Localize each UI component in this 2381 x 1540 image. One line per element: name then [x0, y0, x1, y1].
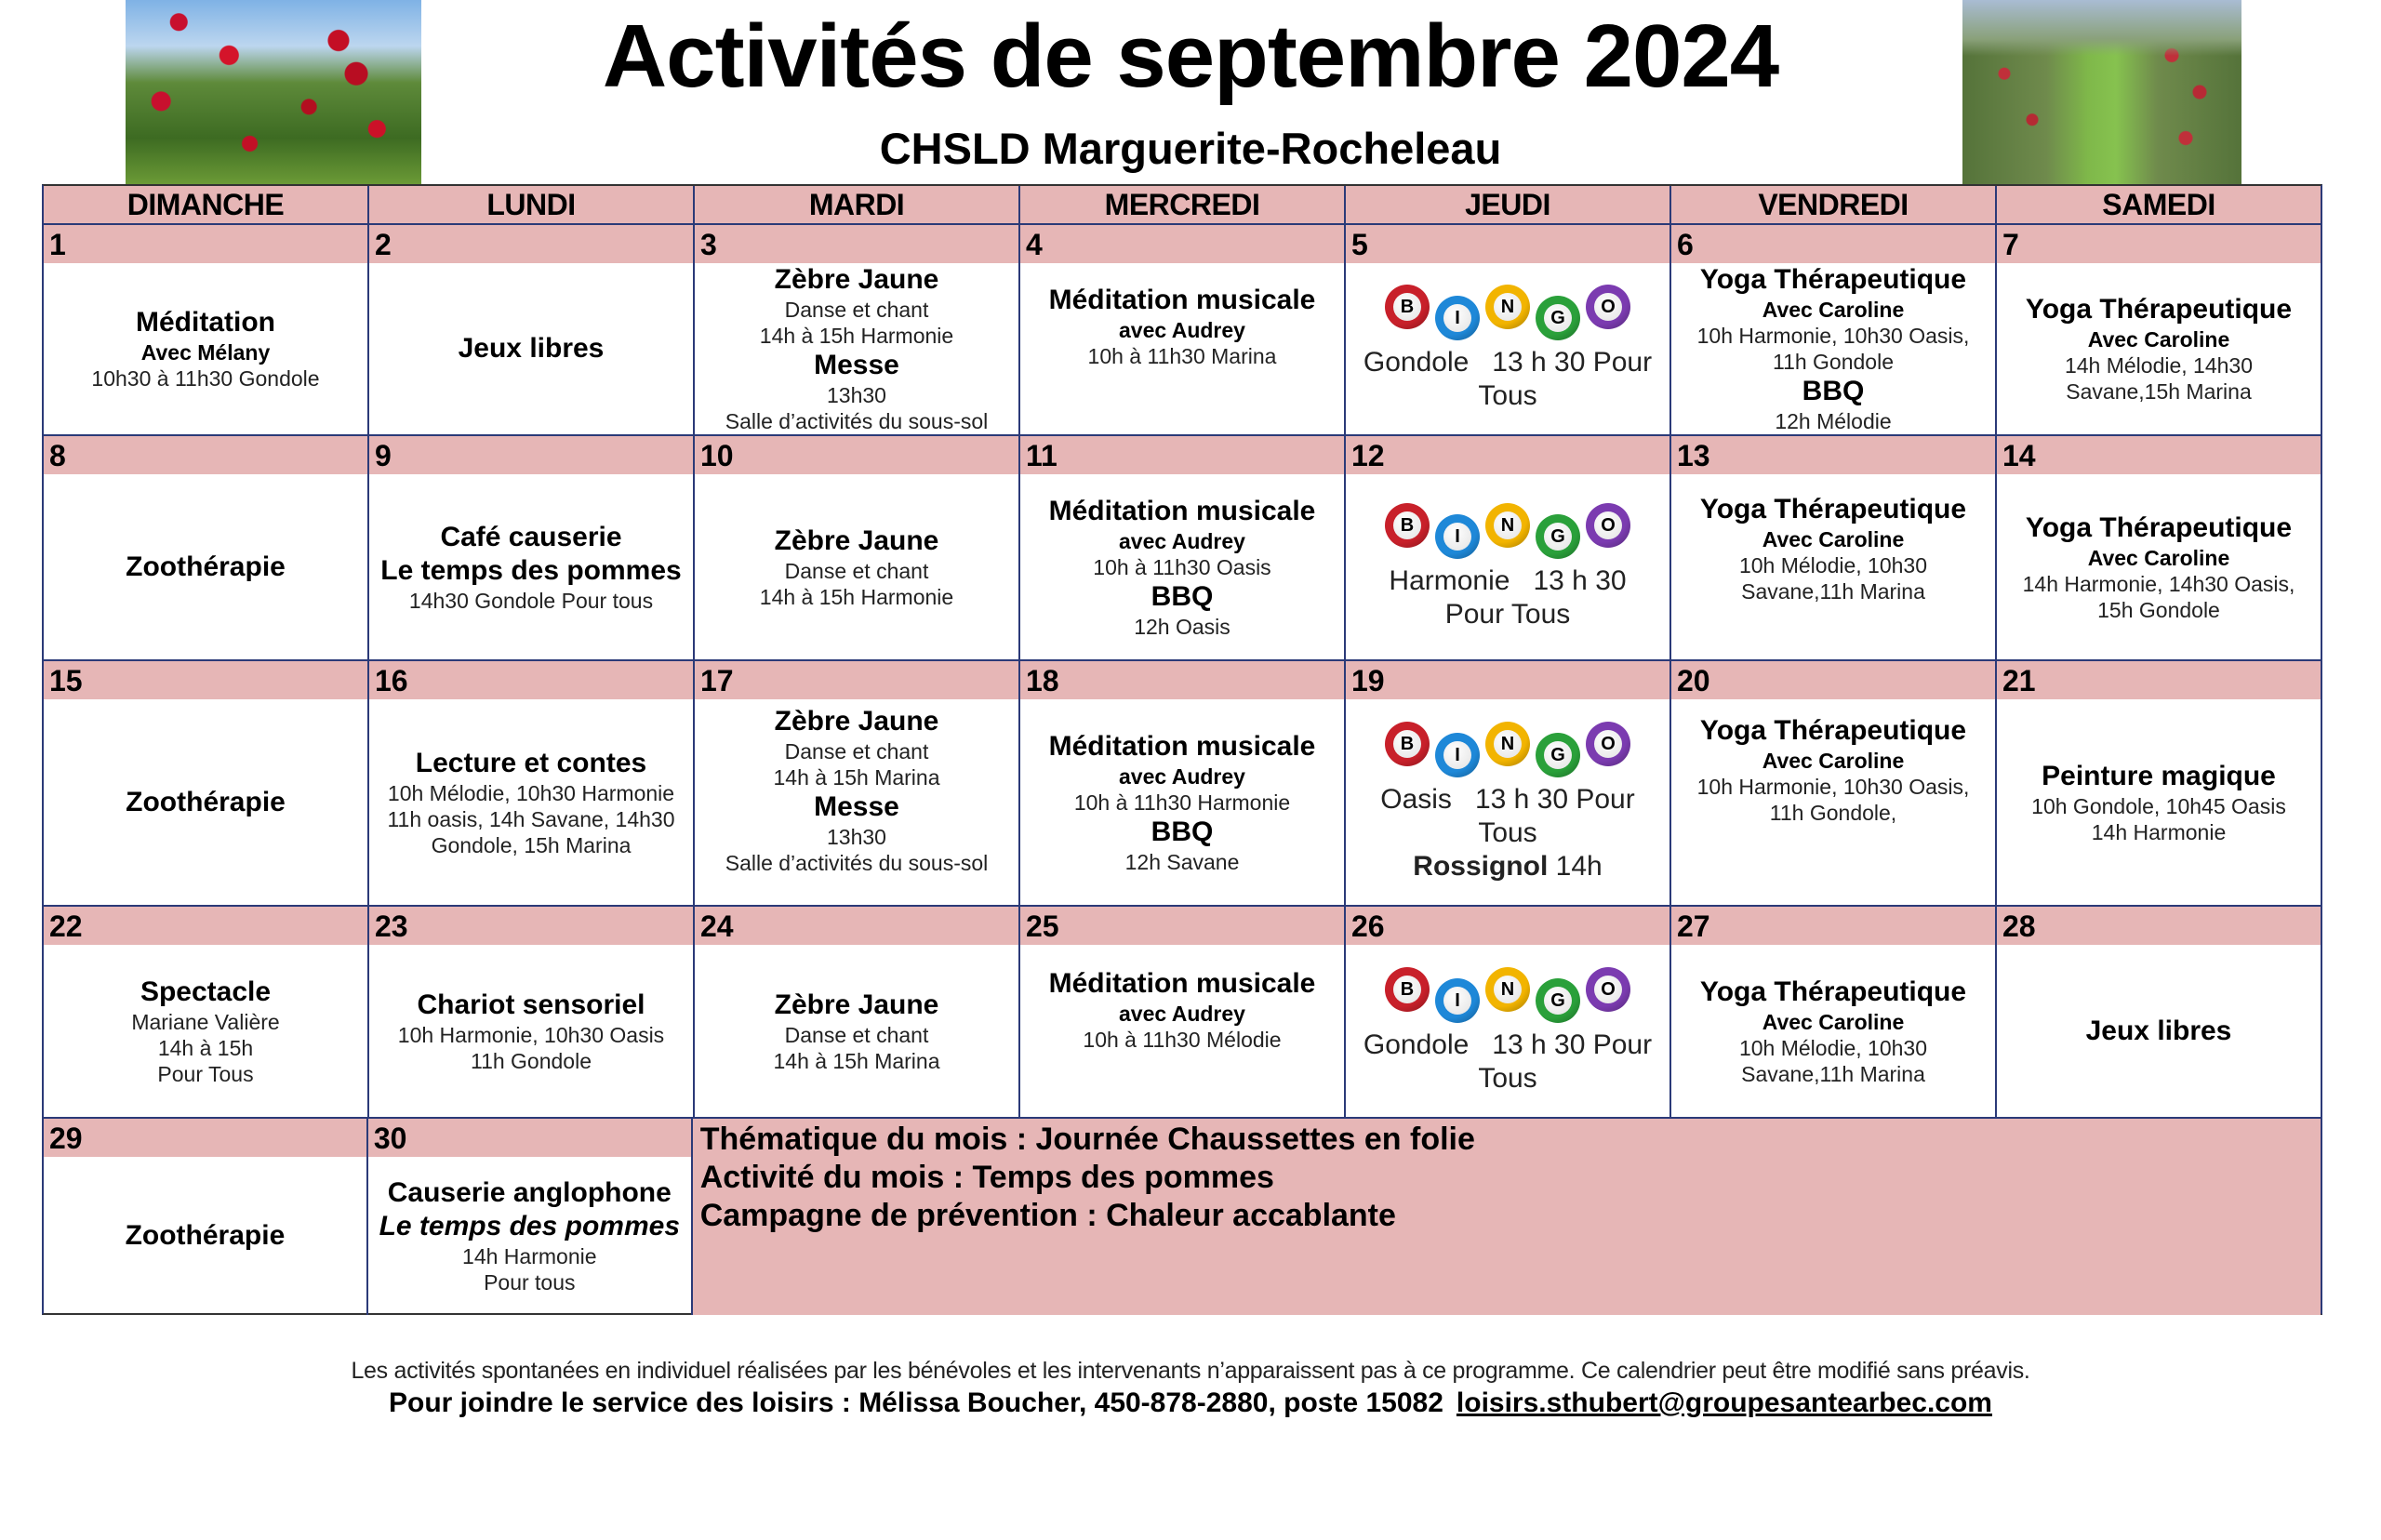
activity-title: Messe	[814, 791, 899, 822]
weekday-sunday: DIMANCHE	[44, 186, 369, 223]
day-cell	[1346, 661, 1671, 905]
activity-title: Yoga Thérapeutique	[1699, 715, 1967, 746]
activity-title: Peinture magique	[2042, 760, 2276, 791]
day-cell	[695, 907, 1020, 1117]
activity-detail: 10h Mélodie, 10h30	[1738, 1035, 1928, 1060]
day-cell	[44, 436, 369, 659]
bingo-ball-b	[1385, 722, 1430, 766]
week-row	[44, 661, 2321, 907]
day-number: 28	[1997, 907, 2321, 945]
activity-detail: 10h à 11h30 Mélodie	[1083, 1028, 1282, 1052]
activity-subtitle: Le temps des pommes	[379, 1211, 680, 1241]
activity-title: Yoga Thérapeutique	[1699, 976, 1967, 1007]
activity-detail: Salle d’activités du sous-sol	[725, 851, 989, 875]
day-number: 30	[368, 1119, 691, 1157]
bingo-ball-g	[1536, 733, 1580, 777]
day-content	[1997, 263, 2321, 434]
bingo-ball-b	[1385, 503, 1430, 548]
bingo-ball-b	[1385, 285, 1430, 329]
week-row	[44, 436, 2321, 661]
activity-detail: 10h Gondole, 10h45 Oasis	[2031, 793, 2286, 818]
activity-title: Méditation musicale	[1048, 285, 1316, 315]
day-content	[44, 1157, 366, 1315]
day-content	[369, 263, 693, 434]
day-cell	[1997, 907, 2321, 1117]
activity-title: Causerie anglophone	[387, 1177, 672, 1208]
weekday-tuesday: MARDI	[695, 186, 1020, 223]
activity-host: avec Audrey	[1119, 528, 1245, 553]
activity-detail: 12h Oasis	[1134, 614, 1230, 639]
day-cell	[369, 661, 695, 905]
day-content	[44, 945, 367, 1117]
activity-detail: Salle d’activités du sous-sol	[725, 409, 989, 433]
bingo-ball-i	[1435, 296, 1480, 340]
activity-detail: Danse et chant	[784, 558, 929, 583]
bingo-ball-b	[1385, 967, 1430, 1012]
bingo-ball-g	[1536, 296, 1580, 340]
activity-detail: 10h à 11h30 Oasis	[1093, 554, 1271, 579]
day-cell	[1020, 225, 1346, 434]
day-cell	[1346, 436, 1671, 659]
activity-host: Avec Caroline	[1762, 527, 1905, 551]
bingo-ball-letter: G	[1544, 304, 1572, 332]
bingo-logo	[1382, 285, 1633, 342]
bingo-ball-o	[1586, 285, 1630, 329]
day-content	[1020, 263, 1344, 434]
day-content	[1020, 699, 1344, 905]
day-number: 10	[695, 436, 1018, 474]
day-cell	[695, 225, 1020, 434]
activity-title: Chariot sensoriel	[417, 989, 645, 1020]
bingo-ball-o	[1586, 967, 1630, 1012]
bingo-ball-letter: O	[1594, 730, 1622, 758]
week-row	[44, 907, 2321, 1119]
day-content	[695, 699, 1018, 905]
activity-detail: 11h Gondole	[1772, 350, 1894, 374]
bingo-ball-letter: G	[1544, 523, 1572, 551]
bingo-ball-letter: N	[1494, 511, 1522, 539]
week-row	[44, 1119, 2321, 1315]
activity-detail: Tous	[1478, 1062, 1537, 1094]
activity-detail: Pour tous	[484, 1270, 576, 1294]
day-number: 5	[1346, 225, 1669, 263]
activity-host: Avec Caroline	[1762, 298, 1905, 322]
day-number: 12	[1346, 436, 1669, 474]
activity-detail: Harmonie 13 h 30	[1389, 564, 1627, 596]
bingo-ball-n	[1485, 503, 1530, 548]
day-cell	[369, 907, 695, 1117]
day-number: 29	[44, 1119, 366, 1157]
activity-title: Yoga Thérapeutique	[2025, 294, 2293, 325]
note-activity: Activité du mois : Temps des pommes	[699, 1160, 1274, 1195]
day-content	[368, 1157, 691, 1315]
day-number: 7	[1997, 225, 2321, 263]
day-content	[695, 474, 1018, 659]
activity-title: Zèbre Jaune	[774, 264, 939, 295]
day-number: 21	[1997, 661, 2321, 699]
day-number: 16	[369, 661, 693, 699]
day-cell	[44, 907, 369, 1117]
weekday-friday: VENDREDI	[1671, 186, 1997, 223]
weekday-saturday: SAMEDI	[2102, 188, 2215, 221]
bingo-ball-o	[1586, 722, 1630, 766]
note-theme: Thématique du mois : Journée Chaussettes en folie	[699, 1122, 1475, 1157]
day-number: 9	[369, 436, 693, 474]
activity-detail: Danse et chant	[784, 1022, 929, 1047]
bingo-logo	[1382, 967, 1633, 1025]
bingo-ball-i	[1435, 733, 1480, 777]
day-number: 18	[1020, 661, 1344, 699]
activity-detail	[1413, 850, 1602, 883]
note-prevention: Campagne de prévention : Chaleur accablante	[699, 1198, 1396, 1233]
day-cell	[1020, 661, 1346, 905]
day-cell	[1671, 225, 1997, 434]
activity-title: Zèbre Jaune	[774, 989, 939, 1020]
day-content	[369, 474, 693, 659]
activity-detail: 14h Harmonie	[2091, 819, 2227, 844]
bingo-ball-n	[1485, 967, 1530, 1012]
activity-detail: 10h Harmonie, 10h30 Oasis,	[1696, 775, 1970, 799]
day-cell	[1671, 436, 1997, 659]
bingo-ball-letter: O	[1594, 293, 1622, 321]
day-cell	[1997, 436, 2321, 659]
day-cell	[695, 436, 1020, 659]
activity-detail: Oasis 13 h 30 Pour	[1380, 783, 1635, 815]
day-cell	[44, 661, 369, 905]
day-content	[369, 945, 693, 1117]
activity-title: Messe	[814, 350, 899, 380]
activity-detail: Mariane Valière	[131, 1009, 280, 1034]
day-number: 13	[1671, 436, 1995, 474]
weekday-wednesday: MERCREDI	[1020, 186, 1346, 223]
footer-contact	[0, 1387, 2381, 1419]
activity-detail: 10h Harmonie, 10h30 Oasis	[397, 1022, 665, 1047]
activity-title: Café causerie	[440, 521, 622, 552]
activity-detail: 11h Gondole	[470, 1048, 592, 1073]
day-content	[1346, 263, 1669, 434]
monthly-notes	[693, 1119, 2321, 1315]
day-number: 26	[1346, 907, 1669, 945]
day-cell	[1997, 225, 2321, 434]
day-content	[44, 263, 367, 434]
activity-detail: 10h à 11h30 Harmonie	[1073, 790, 1291, 815]
activity-detail: 11h oasis, 14h Savane, 14h30	[387, 806, 675, 831]
activity-detail: 14h Harmonie, 14h30 Oasis,	[2022, 571, 2295, 596]
day-number: 6	[1671, 225, 1995, 263]
bingo-ball-letter: B	[1393, 511, 1421, 539]
day-cell	[1020, 436, 1346, 659]
activity-detail: Gondole 13 h 30 Pour	[1363, 1029, 1653, 1060]
activity-title: Méditation musicale	[1048, 968, 1316, 999]
activity-detail: Pour Tous	[157, 1061, 254, 1086]
bingo-ball-o	[1586, 503, 1630, 548]
day-content	[1346, 699, 1669, 905]
page-title: Activités de septembre 2024	[602, 7, 1779, 106]
day-cell	[369, 436, 695, 659]
activity-detail: 11h Gondole,	[1769, 801, 1897, 825]
activity-title: BBQ	[1802, 376, 1865, 406]
activity-title: Jeux libres	[458, 333, 605, 364]
week-row	[44, 225, 2321, 436]
bingo-ball-letter: G	[1544, 741, 1572, 769]
activity-title: Spectacle	[140, 976, 272, 1007]
day-number: 1	[44, 225, 367, 263]
day-content	[1020, 474, 1344, 659]
activity-title: Zoothérapie	[126, 786, 286, 817]
activity-detail: 10h à 11h30 Marina	[1087, 344, 1277, 368]
activity-host: Avec Mélany	[140, 340, 271, 365]
day-cell	[1346, 907, 1671, 1117]
apple-orchard-photo-right	[1962, 0, 2241, 184]
activity-title: Rossignol	[1413, 850, 1549, 882]
weekday-monday: LUNDI	[369, 186, 695, 223]
activity-host: avec Audrey	[1119, 318, 1245, 342]
activity-detail: Danse et chant	[784, 298, 929, 322]
day-number: 19	[1346, 661, 1669, 699]
activity-detail: Savane,11h Marina	[1741, 1061, 1925, 1086]
footer-disclaimer: Les activités spontanées en individuel réalisées par les bénévoles et les intervenants n’apparaissent pas à ce programme. Ce calendrier peut être modifié sans préavis.	[351, 1358, 2030, 1384]
bingo-ball-letter: O	[1594, 976, 1622, 1003]
activity-title: Jeux libres	[2085, 1015, 2232, 1046]
activity-title: Yoga Thérapeutique	[1699, 264, 1967, 295]
page-subtitle: CHSLD Marguerite-Rocheleau	[879, 124, 1502, 173]
day-cell	[695, 661, 1020, 905]
day-content	[1020, 945, 1344, 1117]
activity-host: Avec Caroline	[2087, 545, 2230, 570]
day-content	[1671, 945, 1995, 1117]
activity-host: Avec Caroline	[1762, 749, 1905, 773]
bingo-ball-letter: I	[1443, 523, 1471, 551]
bingo-ball-letter: O	[1594, 511, 1622, 539]
activity-detail: 14h à 15h Marina	[773, 765, 940, 790]
day-number: 15	[44, 661, 367, 699]
email-link[interactable]: loisirs.sthubert@groupesantearbec.com	[1456, 1387, 1992, 1418]
activity-title: Méditation	[136, 307, 275, 338]
activity-title: Zèbre Jaune	[774, 706, 939, 737]
bingo-ball-n	[1485, 722, 1530, 766]
day-content	[695, 263, 1018, 434]
day-number: 20	[1671, 661, 1995, 699]
activity-host: Avec Caroline	[1762, 1009, 1905, 1034]
activity-detail: Tous	[1478, 816, 1537, 848]
activity-host: avec Audrey	[1119, 763, 1245, 789]
activity-detail: 14h à 15h Harmonie	[759, 324, 954, 348]
bingo-ball-letter: I	[1443, 304, 1471, 332]
day-content	[44, 474, 367, 659]
bingo-logo	[1382, 503, 1633, 561]
activity-title: Yoga Thérapeutique	[1699, 494, 1967, 524]
day-cell	[1671, 907, 1997, 1117]
day-cell	[369, 225, 695, 434]
day-cell	[44, 1119, 368, 1315]
bingo-ball-g	[1536, 978, 1580, 1023]
activity-detail: 14h Harmonie	[462, 1244, 597, 1268]
activity-title: BBQ	[1151, 816, 1214, 847]
bingo-ball-letter: B	[1393, 293, 1421, 321]
activity-title: Yoga Thérapeutique	[2025, 511, 2293, 543]
activity-detail: 14h Mélodie, 14h30	[2064, 353, 2254, 378]
bingo-ball-letter: N	[1494, 976, 1522, 1003]
day-number: 2	[369, 225, 693, 263]
day-number: 24	[695, 907, 1018, 945]
day-number: 4	[1020, 225, 1344, 263]
day-content	[44, 699, 367, 905]
activity-detail: 12h Mélodie	[1775, 409, 1892, 433]
day-content	[1346, 945, 1669, 1117]
activity-title: Zoothérapie	[126, 551, 286, 582]
bingo-ball-i	[1435, 978, 1480, 1023]
activity-detail: 14h à 15h Marina	[773, 1048, 940, 1073]
bingo-ball-letter: I	[1443, 987, 1471, 1015]
day-cell	[44, 225, 369, 434]
activity-detail: 14h à 15h	[157, 1035, 254, 1060]
activity-detail: 12h Savane	[1124, 849, 1240, 874]
day-content	[695, 945, 1018, 1117]
day-content	[369, 699, 693, 905]
day-content	[1671, 474, 1995, 659]
day-cell	[1020, 907, 1346, 1117]
activity-detail: Tous	[1478, 380, 1537, 411]
bingo-ball-letter: B	[1393, 730, 1421, 758]
activity-title: BBQ	[1151, 580, 1214, 612]
activity-host: avec Audrey	[1119, 1002, 1245, 1026]
contact-text: Pour joindre le service des loisirs : Mélissa Boucher, 450-878-2880, poste 15082	[389, 1387, 1443, 1418]
activity-time: 14h	[1555, 850, 1603, 882]
activity-detail: Pour Tous	[1444, 598, 1571, 630]
day-number: 25	[1020, 907, 1344, 945]
day-number: 23	[369, 907, 693, 945]
activity-detail: 10h Mélodie, 10h30 Harmonie	[387, 780, 675, 805]
activity-detail: 13h30	[827, 383, 886, 407]
activity-detail: Danse et chant	[784, 739, 929, 763]
day-content	[1997, 699, 2321, 905]
day-cell	[1671, 661, 1997, 905]
apple-orchard-photo-left	[126, 0, 421, 184]
day-content	[1997, 474, 2321, 659]
day-cell	[1346, 225, 1671, 434]
activity-title: Méditation musicale	[1048, 495, 1316, 526]
bingo-ball-letter: N	[1494, 730, 1522, 758]
activity-detail: Savane,15h Marina	[2066, 379, 2252, 404]
activity-detail: Gondole 13 h 30 Pour	[1363, 347, 1653, 378]
day-number: 11	[1020, 436, 1344, 474]
activity-detail: 10h Harmonie, 10h30 Oasis,	[1696, 324, 1970, 348]
day-number: 3	[695, 225, 1018, 263]
bingo-ball-n	[1485, 285, 1530, 329]
activity-title: Zoothérapie	[125, 1220, 286, 1251]
bingo-ball-letter: I	[1443, 741, 1471, 769]
activity-detail: 10h Mélodie, 10h30	[1738, 553, 1928, 578]
activity-title: Lecture et contes	[415, 747, 647, 778]
activity-detail: 13h30	[827, 825, 886, 849]
day-number: 22	[44, 907, 367, 945]
bingo-ball-letter: B	[1393, 976, 1421, 1003]
bingo-logo	[1382, 722, 1633, 779]
activity-detail: Gondole, 15h Marina	[431, 832, 632, 857]
activity-detail: 14h30 Gondole Pour tous	[408, 588, 654, 613]
bingo-ball-i	[1435, 514, 1480, 559]
day-number: 27	[1671, 907, 1995, 945]
day-number: 8	[44, 436, 367, 474]
day-cell	[1997, 661, 2321, 905]
calendar-grid	[42, 184, 2322, 1315]
activity-title: Le temps des pommes	[380, 554, 682, 586]
day-content	[1671, 699, 1995, 905]
weekday-header-row	[44, 186, 2321, 225]
activity-detail: Savane,11h Marina	[1741, 579, 1925, 604]
activity-detail: 10h30 à 11h30 Gondole	[91, 366, 320, 391]
bingo-ball-letter: G	[1544, 987, 1572, 1015]
day-content	[1346, 474, 1669, 659]
activity-host: Avec Caroline	[2087, 327, 2230, 352]
day-content	[1997, 945, 2321, 1117]
activity-detail: 15h Gondole	[2097, 597, 2220, 622]
bingo-ball-letter: N	[1494, 293, 1522, 321]
bingo-ball-g	[1536, 514, 1580, 559]
day-content	[1671, 263, 1995, 434]
day-number: 14	[1997, 436, 2321, 474]
day-cell	[368, 1119, 693, 1315]
activity-title: Zèbre Jaune	[774, 524, 939, 556]
activity-detail: 14h à 15h Harmonie	[759, 584, 954, 609]
weekday-thursday: JEUDI	[1346, 186, 1671, 223]
activity-title: Méditation musicale	[1048, 730, 1316, 762]
day-number: 17	[695, 661, 1018, 699]
